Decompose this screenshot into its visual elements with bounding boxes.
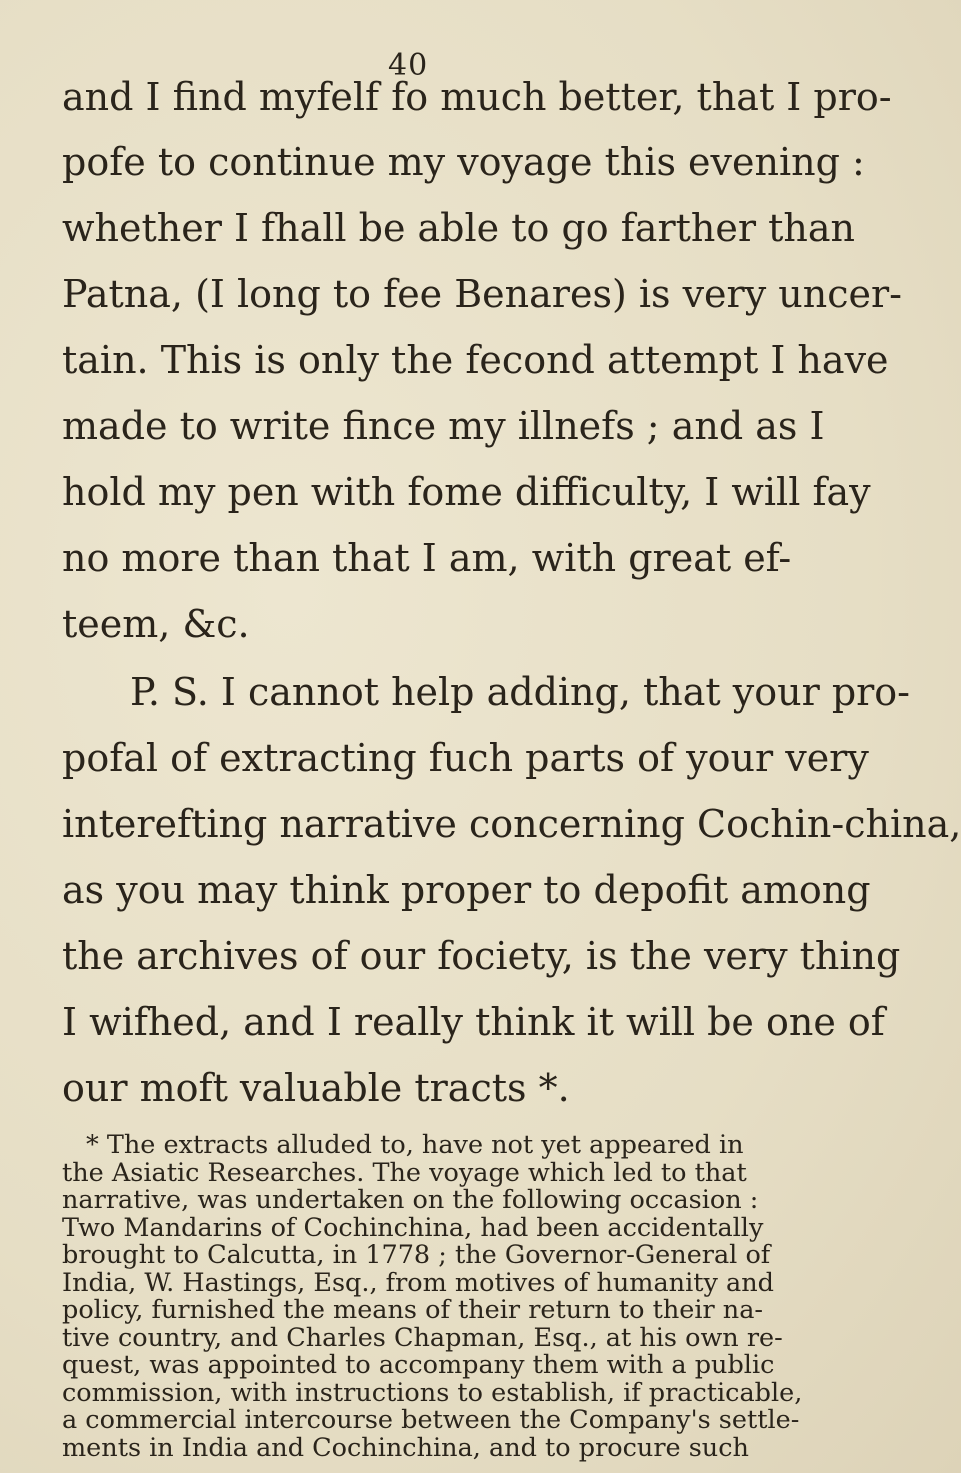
page-number: 40 xyxy=(388,48,429,83)
text-line: Patna, (I long to fee Benares) is very uncer- xyxy=(62,272,902,316)
text-line: the archives of our fociety, is the very thing xyxy=(62,934,901,978)
footnote-line: quest, was appointed to accompany them with a public xyxy=(62,1350,775,1380)
text-line: our moft valuable tracts *. xyxy=(62,1066,570,1110)
footnote-line: ments in India and Cochinchina, and to procure such xyxy=(62,1432,749,1463)
footnote-line: the Asiatic Researches. The voyage which led to that xyxy=(62,1157,747,1188)
footnote-line: policy, furnished the means of their return to their na- xyxy=(62,1295,764,1325)
text-line: interefting narrative concerning Cochin-china, xyxy=(62,802,961,846)
text-line: I wifhed, and I really think it will be one of xyxy=(62,1000,885,1044)
text-line: tain. This is only the fecond attempt I have xyxy=(62,338,889,382)
text-line: as you may think proper to depofit among xyxy=(62,868,871,912)
footnote-line: tive country, and Charles Chapman, Esq., at his own re- xyxy=(62,1322,783,1353)
text-line: whether I fhall be able to go farther than xyxy=(62,206,855,250)
footnote-line: a commercial intercourse between the Company's settle- xyxy=(62,1405,800,1435)
footnote-line: * The extracts alluded to, have not yet appeared in xyxy=(86,1130,744,1160)
text-line: no more than that I am, with great ef- xyxy=(62,536,792,580)
footnote-line: narrative, was undertaken on the following occasion : xyxy=(62,1185,759,1215)
footnote-line: Two Mandarins of Cochinchina, had been accidentally xyxy=(62,1212,764,1243)
text-line: hold my pen with fome difficulty, I will fay xyxy=(62,470,871,514)
footnote-line: India, W. Hastings, Esq., from motives of humanity and xyxy=(62,1267,774,1298)
text-line: P. S. I cannot help adding, that your pro- xyxy=(130,670,911,714)
text-line: pofe to continue my voyage this evening : xyxy=(62,140,865,184)
text-line: and I find myfelf fo much better, that I pro- xyxy=(62,75,892,119)
text-line: teem, &c. xyxy=(62,602,250,646)
text-line: made to write fince my illnefs ; and as I xyxy=(62,404,825,448)
footnote-line: brought to Calcutta, in 1778 ; the Governor-General of xyxy=(62,1240,771,1270)
text-line: pofal of extracting fuch parts of your very xyxy=(62,736,869,780)
footnote-line: commission, with instructions to establish, if practicable, xyxy=(62,1377,803,1408)
